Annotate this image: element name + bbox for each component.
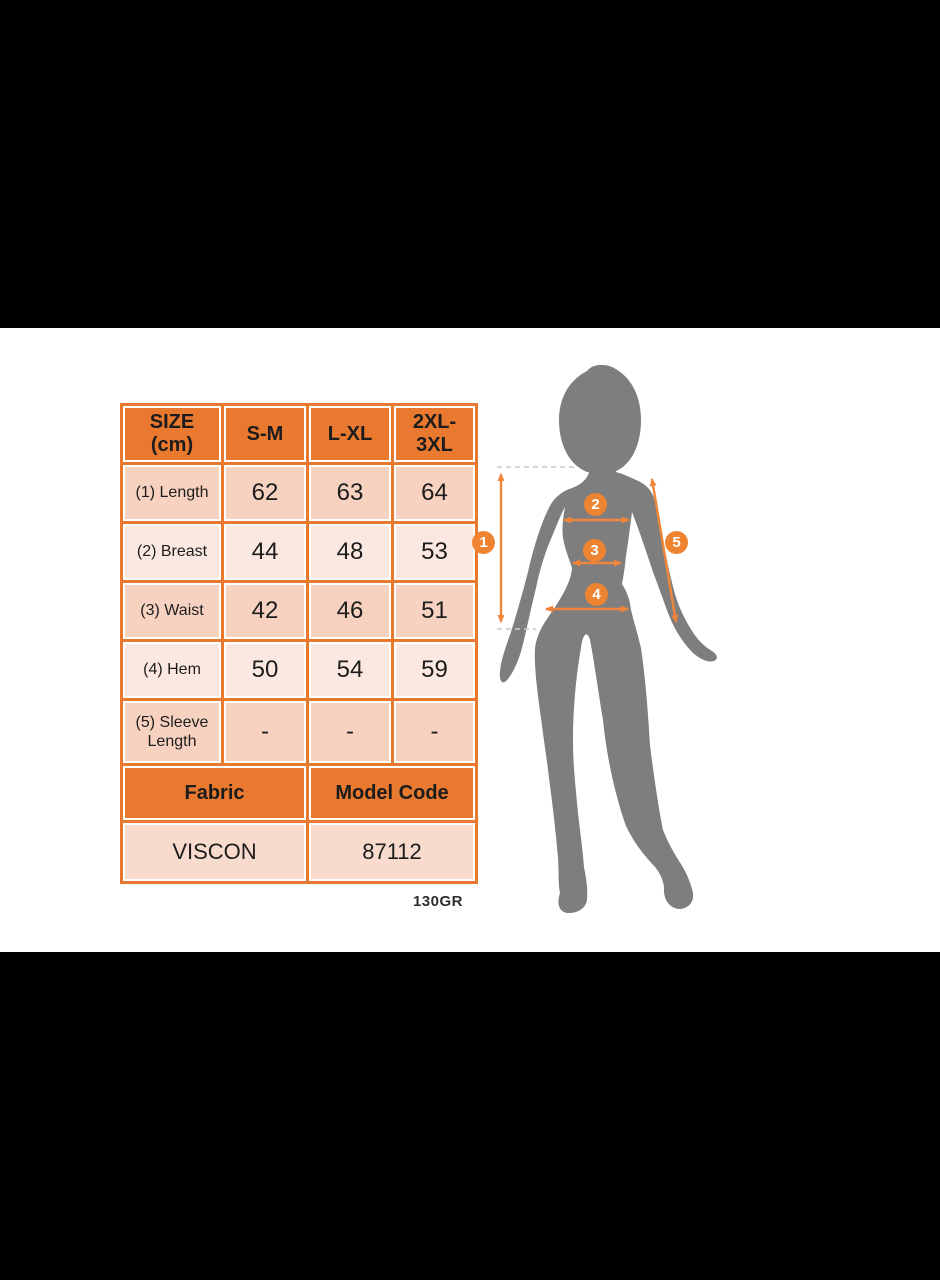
table-row-breast (123, 524, 475, 580)
top-black-bar (0, 0, 940, 328)
body-silhouette (500, 365, 717, 913)
model-code-header: Model Code (309, 766, 475, 820)
torso-limbs-shape (500, 454, 717, 913)
size-value: 51 (394, 583, 475, 639)
fabric-header-row (123, 766, 475, 820)
measure-badge-length: 1 (472, 531, 495, 554)
measure-badge-sleeve: 5 (665, 531, 688, 554)
col-header-lxl: L-XL (309, 406, 391, 462)
fabric-header: Fabric (123, 766, 306, 820)
size-value: 62 (224, 465, 306, 521)
size-header-row (123, 406, 475, 462)
table-row-sleeve-length (123, 701, 475, 763)
size-value: 53 (394, 524, 475, 580)
col-header-sm: S-M (224, 406, 306, 462)
size-value: - (394, 701, 475, 763)
row-label: (2) Breast (123, 524, 221, 580)
size-value: 48 (309, 524, 391, 580)
bottom-black-bar (0, 952, 940, 1280)
size-chart-table (120, 403, 478, 884)
size-value: 46 (309, 583, 391, 639)
row-label: (5) Sleeve Length (123, 701, 221, 763)
measure-badge-waist: 3 (583, 539, 606, 562)
size-value: 59 (394, 642, 475, 698)
fabric-value-row (123, 823, 475, 881)
size-value: 63 (309, 465, 391, 521)
size-value: 54 (309, 642, 391, 698)
body-measurement-diagram (470, 360, 740, 920)
fabric-value: VISCON (123, 823, 306, 881)
measure-badge-breast: 2 (584, 493, 607, 516)
measure-badge-hem: 4 (585, 583, 608, 606)
row-label: (3) Waist (123, 583, 221, 639)
size-value: 42 (224, 583, 306, 639)
row-label: (1) Length (123, 465, 221, 521)
size-value: - (309, 701, 391, 763)
fabric-weight-note: 130GR (412, 893, 463, 910)
size-value: 64 (394, 465, 475, 521)
table-row-hem (123, 642, 475, 698)
size-value: - (224, 701, 306, 763)
table-row-waist (123, 583, 475, 639)
table-row-length (123, 465, 475, 521)
size-unit-header: SIZE (cm) (123, 406, 221, 462)
col-header-2xl3xl: 2XL-3XL (394, 406, 475, 462)
size-value: 44 (224, 524, 306, 580)
model-code-value: 87112 (309, 823, 475, 881)
size-value: 50 (224, 642, 306, 698)
row-label: (4) Hem (123, 642, 221, 698)
